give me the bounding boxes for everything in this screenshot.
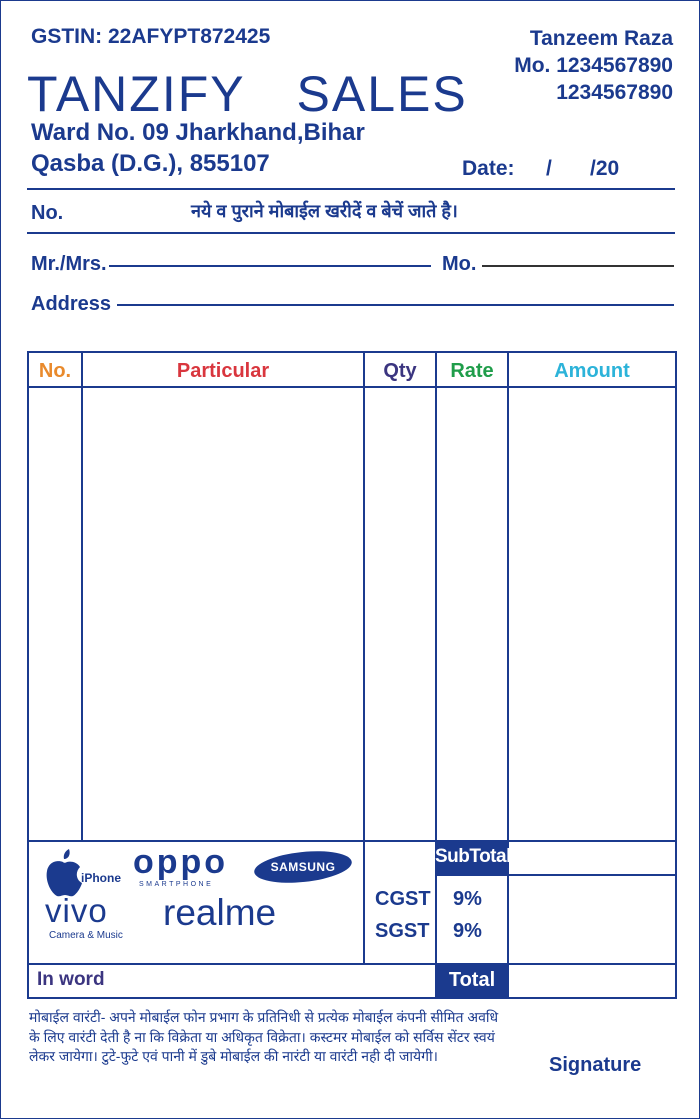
samsung-wordmark: SAMSUNG: [270, 860, 336, 874]
customer-name-field[interactable]: [109, 265, 431, 267]
column-divider: [363, 353, 365, 965]
address-line-1: Ward No. 09 Jharkhand,Bihar: [31, 119, 365, 146]
owner-name: Tanzeem Raza: [529, 27, 673, 50]
items-table: [27, 351, 677, 999]
customer-mobile-field[interactable]: [482, 265, 674, 267]
info-divider: [27, 232, 675, 234]
column-divider: [81, 353, 83, 840]
header-divider: [27, 188, 675, 190]
date-label: Date:: [462, 157, 515, 180]
owner-mobile-2: 1234567890: [556, 81, 673, 104]
date-separator-1: /: [546, 157, 552, 180]
column-divider: [435, 353, 437, 997]
oppo-subtitle: SMARTPHONE: [139, 881, 214, 888]
header-amount: Amount: [554, 360, 630, 382]
oppo-wordmark: oppo: [133, 843, 229, 881]
header-no: No.: [38, 360, 72, 382]
shop-tagline: नये व पुराने मोबाईल खरीदें व बेचें जाते है।: [191, 201, 458, 221]
date-separator-2: /20: [590, 157, 620, 180]
customer-name-label: Mr./Mrs.: [31, 253, 107, 275]
vivo-wordmark: vivo: [45, 892, 108, 929]
cgst-rate: 9%: [453, 888, 482, 910]
cgst-label: CGST: [375, 888, 431, 910]
header-particular: Particular: [176, 360, 270, 382]
total-label: Total: [435, 963, 509, 997]
in-word-label: In word: [37, 969, 105, 990]
shop-name: TANZIFY SALES: [27, 66, 468, 122]
column-divider: [507, 353, 509, 997]
vivo-logo: [45, 892, 140, 943]
gstin-number: GSTIN: 22AFYPT872425: [31, 25, 271, 48]
owner-contact: [514, 25, 673, 106]
header-rate: Rate: [450, 360, 494, 382]
header-qty: Qty: [383, 360, 417, 382]
invoice-number-label: No.: [31, 202, 64, 224]
customer-address-field[interactable]: [117, 304, 674, 306]
oppo-logo: [133, 843, 245, 893]
samsung-logo: [253, 850, 353, 884]
vivo-subtitle: Camera & Music: [49, 930, 123, 941]
sgst-label: SGST: [375, 920, 430, 942]
subtotal-label: SubTotal: [435, 840, 509, 874]
warranty-note: मोबाईल वारंटी- अपने मोबाईल फोन प्रभाग के प्रतिनिधी से प्रत्येक मोबाईल कंपनी सीमित अवधि के लिए वारंटी देती है ना कि विक्रेता या अधिकृत विक्रेता। कस्टमर मोबाईल को सर्विस सेंटर स्वयं लेकर जायेगा। टुटे-फुटे एवं पानी में डुबे मोबाईल की नारंटी या वारंटी नही दी जायेगी।: [29, 1009, 499, 1064]
sgst-rate: 9%: [453, 920, 482, 942]
subtotal-row-divider: [435, 874, 675, 876]
address-line-2: Qasba (D.G.), 855107: [31, 150, 270, 177]
customer-mobile-label: Mo.: [442, 253, 477, 275]
iphone-label: iPhone: [81, 871, 122, 885]
subtotal-value[interactable]: [509, 842, 675, 874]
realme-logo: [163, 892, 303, 941]
customer-address-label: Address: [31, 293, 112, 315]
realme-wordmark: realme: [163, 892, 277, 933]
signature-label: Signature: [549, 1054, 642, 1076]
total-value[interactable]: [509, 965, 675, 997]
owner-mobile-1: Mo. 1234567890: [514, 54, 673, 77]
